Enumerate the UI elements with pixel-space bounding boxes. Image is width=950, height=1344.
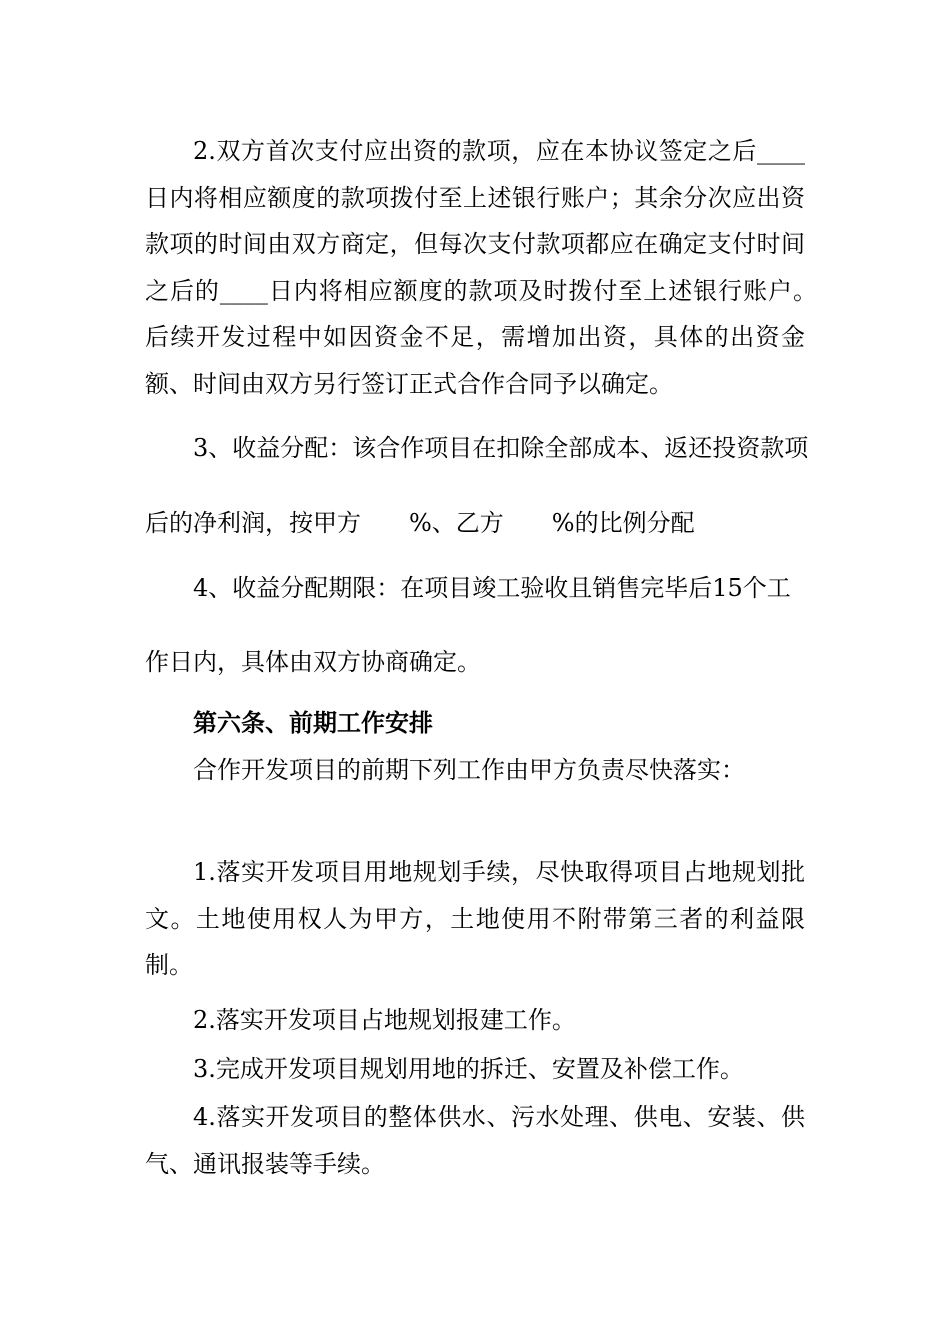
paragraph-item-3-line-1: 3、收益分配：该合作项目在扣除全部成本、返还投资款项: [193, 434, 809, 462]
paragraph-task-4: 4.落实开发项目的整体供水、污水处理、供电、安装、供气、通讯报装等手续。: [145, 1103, 805, 1178]
paragraph-item-3-line-2: 后的净利润，按甲方 %、乙方 %的比例分配: [145, 509, 695, 537]
paragraph-task-1: 1.落实开发项目用地规划手续，尽快取得项目占地规划批文。土地使用权人为甲方，土地使用不附带第三者的利益限制。: [145, 858, 805, 979]
paragraph-item-2: 2.双方首次支付应出资的款项，应在本协议签定之后____日内将相应额度的款项拨付至上述银行账户；其余分次应出资款项的时间由双方商定，但每次支付款项都应在确定支付时间之后的____日内将相应额度的款项及时拨付至上述银行账户。 后续开发过程中如因资金不足，需增加出资，具体的出资金额、时间由双方另行签订正式合作合同予以确定。: [145, 137, 829, 398]
paragraph-item-4-line-1: 4、收益分配期限：在项目竣工验收且销售完毕后15个工: [193, 574, 791, 602]
paragraph-task-2: 2.落实开发项目占地规划报建工作。: [193, 1006, 576, 1034]
paragraph-intro: 合作开发项目的前期下列工作由甲方负责尽快落实：: [193, 756, 745, 784]
article-6-heading: 第六条、前期工作安排: [193, 709, 433, 737]
paragraph-task-3: 3.完成开发项目规划用地的拆迁、安置及补偿工作。: [193, 1055, 744, 1083]
paragraph-item-4-line-2: 作日内，具体由双方协商确定。: [145, 648, 481, 676]
